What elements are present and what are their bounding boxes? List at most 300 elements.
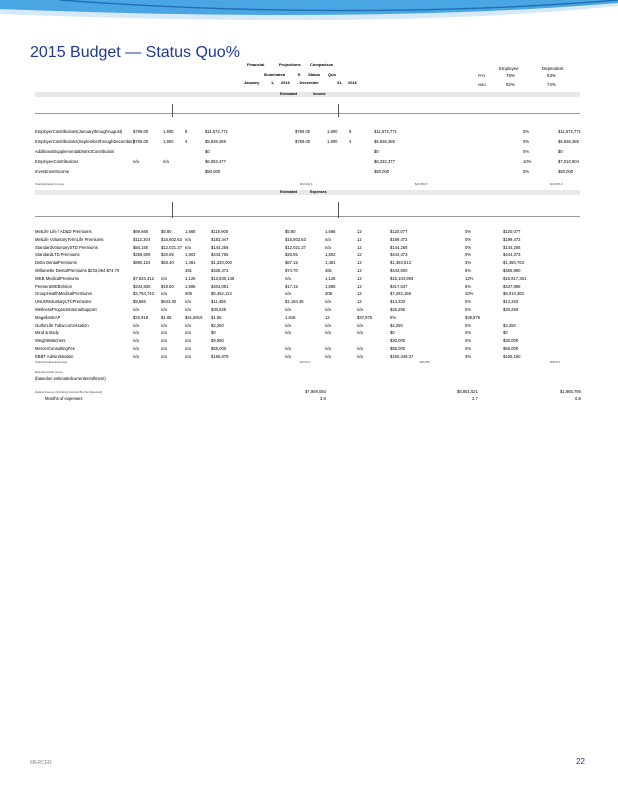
expense-cell: $69,666 (133, 229, 149, 234)
hmo-dependent-pct: 74% (547, 82, 556, 87)
header-projections: Projections (279, 62, 301, 67)
header-quo: Quo (328, 72, 336, 77)
income-cell-c8: $11,672,771 (374, 129, 397, 134)
expense-cell: 0% (465, 244, 472, 250)
expense-cell: n/a (185, 244, 191, 250)
months-value-1: 3.8 (320, 396, 326, 401)
income-cell-c4: $11,672,771 (205, 129, 228, 134)
header-comparison: Comparison (310, 62, 334, 67)
expense-cell: $443,600 (390, 268, 408, 273)
expense-cell: $2,250 (390, 322, 403, 328)
reserve-label: Ending Reserve (Including Incurred But Not Reported) (35, 390, 103, 394)
income-cell-c10: $0 (558, 149, 563, 154)
income-cell-c3: 8 (185, 129, 188, 134)
page-number: 22 (576, 757, 585, 766)
expense-cell: $13,830,148 (211, 275, 235, 281)
gain-loss-label: Estimated Gain (Loss) (35, 370, 63, 374)
expense-cell: $20.55 (161, 252, 174, 258)
expense-cell: n/a (357, 322, 363, 328)
expense-cell: 1,696 (185, 283, 196, 289)
expense-cell: 0% (465, 299, 472, 305)
expense-cell: n/a (325, 322, 331, 328)
expense-cell: $37,976 (357, 314, 373, 320)
expense-cell: n/a (325, 236, 331, 242)
expense-cell: n/a (161, 330, 167, 336)
expense-row-label: Willamette DentalPremiums $233,064 $74.70 (35, 268, 120, 273)
expense-cell: 12 (357, 260, 362, 266)
expense-cell: n/a (325, 330, 331, 336)
expense-row-label: Delta DentalPremiums (35, 260, 77, 266)
income-cell-c10: $50,000 (558, 169, 574, 174)
expense-cell: $5.80 (161, 229, 172, 234)
ppo-label: PPO (478, 74, 486, 78)
header-day1: 1, (271, 80, 275, 85)
hmo-label: HMO (478, 83, 486, 87)
expense-row (35, 291, 580, 297)
expense-row (35, 338, 580, 344)
expense-cell: $26,250 (503, 307, 519, 312)
income-cell-c2: n/a (163, 159, 169, 164)
income-cell-c9: 0% (523, 129, 530, 134)
expense-cell: $16,917,361 (503, 275, 527, 281)
income-cell-c4: $5,836,385 (205, 139, 226, 144)
header-status: Status (308, 72, 321, 77)
expense-row-label: StandardLTD Premiums (35, 252, 80, 258)
months-value-2: 2.7 (472, 396, 478, 401)
expense-cell: $11,456 (211, 299, 226, 305)
header-december: - December (297, 80, 319, 85)
expense-cell: $444,373 (390, 252, 408, 258)
expenses-total-label: Total Estimated Expenses (35, 360, 68, 364)
expense-row-label: PremeraWEBVision (35, 283, 72, 289)
income-cell-c6: 1,900 (327, 139, 338, 144)
months-value-3: 0.8 (575, 396, 581, 401)
income-cell-c2: 1,900 (163, 139, 174, 144)
expense-cell: $39,875 (465, 314, 481, 320)
expense-cell: n/a (285, 346, 291, 351)
expense-row (35, 245, 580, 251)
expense-cell: $16,602.63 (285, 236, 306, 242)
income-cell-c9: 10% (523, 159, 532, 164)
income-cell-c5: $769.00 (295, 129, 311, 134)
income-cell-c1: $769.00 (133, 129, 149, 134)
income-cell-c8: $0 (374, 149, 379, 154)
expense-row (35, 268, 580, 274)
income-cell-c10: $7,010,904 (558, 159, 579, 164)
expense-cell: n/a (285, 353, 291, 359)
expense-cell: 12 (357, 229, 362, 234)
expense-cell: $890,124 (133, 260, 151, 266)
reserve-value-3: $1,865,790 (560, 389, 581, 394)
expense-cell: n/a (357, 346, 363, 351)
expense-cell: 12 (357, 299, 362, 305)
expense-cell: n/a (161, 338, 167, 344)
expense-cell: 0% (465, 307, 472, 312)
expense-cell: $30,000 (390, 338, 406, 344)
ppo-employee-pct: 75% (506, 73, 515, 78)
expense-cell: n/a (185, 322, 191, 328)
expenses-band (35, 190, 580, 195)
expenses-band-right: Expenses (310, 190, 327, 194)
expense-row-label: MercerConsultingFee (35, 346, 76, 351)
income-row (35, 159, 580, 165)
income-row-label: EmployerContributions(JanuarythroughAugust) (35, 129, 123, 134)
expense-cell: n/a (325, 353, 331, 359)
expense-row-label: WEB MedicalPremiums (35, 275, 79, 281)
income-cell-c4: $50,000 (205, 169, 221, 174)
income-divider-2 (338, 104, 339, 117)
expense-cell: n/a (185, 330, 191, 336)
expense-cell: $259,609 (133, 252, 151, 258)
expense-cell: n/a (133, 338, 139, 344)
expense-cell: $63.40 (161, 260, 174, 266)
top-banner-swoosh (0, 0, 618, 28)
expense-cell: $404,091 (211, 283, 229, 289)
header-year1: 2016 (281, 80, 290, 85)
income-cell-c1: $769.00 (133, 139, 149, 144)
expense-cell: $0 (390, 330, 395, 336)
income-header-rule (35, 113, 580, 114)
reserve-row (35, 389, 580, 395)
mercer-logo: MERCER (30, 760, 52, 766)
basis-note-row (35, 376, 580, 382)
expense-cell: $12,021.37 (285, 244, 306, 250)
expense-row (35, 237, 580, 243)
expense-cell: 5% (390, 314, 397, 320)
expense-cell: n/a (285, 275, 291, 281)
income-total-1: $23,642,6 (300, 182, 313, 186)
expense-cell: $144,256 (503, 244, 521, 250)
expense-cell: $2,250 (503, 322, 516, 328)
expenses-band-left: Estimated (280, 190, 298, 194)
income-cell-c5: $769.00 (295, 139, 311, 144)
income-cell-c10: $11,672,771 (558, 129, 581, 134)
expense-cell: n/a (357, 330, 363, 336)
income-cell-c10: $5,836,385 (558, 139, 579, 144)
months-label: Months of expenses (45, 396, 83, 401)
expense-cell: $15,104,993 (390, 275, 414, 281)
expense-cell: $55,000 (390, 346, 406, 351)
expense-cell: 1,126 (185, 275, 196, 281)
expense-cell: 1,126 (325, 275, 336, 281)
expense-cell: 12 (357, 268, 362, 273)
expense-cell: n/a (161, 275, 167, 281)
expense-cell: $41,8815 (185, 314, 203, 320)
expense-row (35, 315, 580, 321)
expense-cell: $9,666 (133, 299, 146, 305)
expense-cell: n/a (325, 244, 331, 250)
income-row-label: InvestmentIncome (35, 169, 70, 174)
income-row (35, 129, 580, 135)
expense-cell: $1.65 (161, 314, 172, 320)
income-cell-c9: 0% (523, 169, 530, 174)
expense-cell: n/a (161, 291, 167, 297)
income-row (35, 169, 580, 175)
expense-row (35, 346, 580, 352)
expense-cell: $3,794,743 (133, 291, 154, 297)
expense-cell: 12 (357, 275, 362, 281)
expense-cell: $2,250 (211, 322, 224, 328)
expense-cell: 0% (465, 236, 472, 242)
expense-cell: $20.55 (285, 252, 298, 258)
reserve-value-2: $5,851,521 (457, 389, 478, 394)
income-cell-c6: 1,900 (327, 129, 338, 134)
income-row-label: EmployerContributions(SeptemberthroughDecember) (35, 139, 135, 144)
expense-cell: 3% (465, 353, 472, 359)
expense-cell: $119,900 (211, 229, 229, 234)
expenses-total-1: $23,571 (300, 360, 311, 364)
expense-cell: 1,818 (285, 314, 296, 320)
expense-cell: n/a (357, 353, 363, 359)
expenses-total-3: $28,571 (550, 360, 561, 364)
employee-label: Employee (499, 66, 519, 71)
expense-row (35, 229, 580, 235)
expense-cell: $7,633,412 (133, 275, 154, 281)
expense-cell: 0% (465, 252, 472, 258)
expense-cell: $437,899 (503, 283, 521, 289)
expense-cell: $120,077 (503, 229, 521, 234)
income-band-left: Estimated (280, 92, 298, 96)
expense-row (35, 323, 580, 329)
page-title: 2015 Budget — Status Quo% (30, 44, 240, 61)
expense-cell: n/a (325, 307, 331, 312)
expense-cell: 12 (357, 236, 362, 242)
expense-row-label: MetLife VoluntaryTermLife Premiums (35, 236, 104, 242)
expense-cell: n/a (285, 322, 291, 328)
income-cell-c9: 0% (523, 139, 530, 144)
expense-cell: 0% (465, 346, 472, 351)
expense-cell: n/a (285, 291, 291, 297)
income-row-label: AdditionalSupplementalDistrictContribution (35, 149, 115, 154)
expense-cell: $199,472 (503, 236, 521, 242)
expense-cell: n/a (133, 322, 139, 328)
expense-cell: 1,666 (325, 229, 336, 234)
expense-cell: n/a (285, 330, 291, 336)
expense-cell: n/a (185, 338, 191, 344)
income-row-label: EmployeeContributions (35, 159, 79, 164)
expense-cell: $1,363,613 (390, 260, 411, 266)
expense-cell: 0% (465, 322, 472, 328)
expense-row-label: GroupHealthMedicalPremiums (35, 291, 93, 297)
expense-cell: $0 (503, 330, 508, 336)
expense-cell: n/a (185, 299, 191, 305)
expense-cell: $160,349.37 (390, 353, 414, 359)
expense-cell: 1,481 (325, 260, 336, 266)
expense-cell: $199,472 (390, 236, 408, 242)
expense-cell: 481 (325, 268, 332, 273)
expense-cell: n/a (185, 307, 191, 312)
income-total-label: Total Estimated Income (35, 182, 65, 186)
hmo-employee-pct: 82% (506, 82, 515, 87)
expense-cell: n/a (133, 353, 139, 359)
expense-cell: n/a (161, 307, 167, 312)
income-total-3: $24,570,0 (550, 182, 563, 186)
expense-cell: $67.15 (285, 260, 298, 266)
expense-row (35, 284, 580, 290)
expense-cell: $26,250 (390, 307, 406, 312)
expense-cell: 1,802 (185, 252, 196, 258)
reserve-value-1: $7,909,094 (305, 389, 326, 394)
expense-row (35, 330, 580, 336)
expense-row-label: OutforLife TobaccoCessation (35, 322, 89, 328)
expense-cell: $444,373 (503, 252, 521, 258)
expense-cell: n/a (161, 346, 167, 351)
expense-cell: $436,473 (211, 268, 229, 273)
expense-cell: $1.65 (211, 314, 222, 320)
expense-cell: $16,602.63 (161, 236, 182, 242)
income-total-2: $23,891,5 (415, 182, 428, 186)
expense-cell: n/a (161, 322, 167, 328)
income-cell-c7: 4 (349, 139, 352, 144)
expenses-divider-2 (338, 202, 339, 218)
income-cell-c8: $5,836,385 (374, 139, 395, 144)
expense-cell: $30,000 (503, 338, 519, 344)
expense-cell: 12 (357, 291, 362, 297)
expense-cell: n/a (185, 236, 191, 242)
expense-cell: n/a (325, 299, 331, 305)
expense-cell: 0% (465, 330, 472, 336)
income-cell-c1: n/a (133, 159, 139, 164)
expense-cell: 5% (465, 283, 472, 289)
expense-cell: $8,010,383 (503, 291, 524, 297)
expense-cell: 309 (325, 291, 332, 297)
expense-row (35, 252, 580, 258)
expense-cell: $14,333 (503, 299, 519, 305)
expense-cell: $633.30 (161, 299, 177, 305)
income-cell-c7: 8 (349, 129, 352, 134)
header-january: January (244, 80, 260, 85)
expense-cell: 0% (465, 338, 472, 344)
expense-cell: $443,765 (211, 252, 229, 258)
expense-cell: 12% (465, 275, 474, 281)
expense-cell: 12 (325, 314, 330, 320)
header-financial: Financial (247, 62, 265, 67)
expense-cell: $234,830 (133, 283, 151, 289)
expense-cell: 1,802 (325, 252, 336, 258)
expenses-header-rule (35, 216, 580, 217)
income-divider-1 (172, 104, 173, 117)
income-cell-c4: $6,083,477 (205, 159, 226, 164)
income-cell-c4: $0 (205, 149, 210, 154)
expense-cell: $9,650 (211, 338, 224, 344)
expense-cell: $417,047 (390, 283, 408, 289)
expense-cell: 10% (465, 291, 474, 297)
expense-row-label: WeightWatchers (35, 338, 66, 344)
expense-cell: $6,452,113 (211, 291, 232, 297)
expense-row (35, 354, 580, 360)
expense-cell: 1,666 (185, 229, 196, 234)
income-row (35, 139, 580, 145)
expense-cell: n/a (133, 330, 139, 336)
header-illuminated: Illuminated (264, 72, 286, 77)
expense-cell: 12 (357, 244, 362, 250)
expense-cell: $19.60 (161, 283, 174, 289)
expense-cell: 1,696 (325, 283, 336, 289)
expense-cell: n/a (185, 353, 191, 359)
expense-cell: 481 (185, 268, 192, 273)
expense-cell: $22,919 (133, 314, 149, 320)
income-cell-c8: $6,332,377 (374, 159, 395, 164)
expense-cell: $12,021.37 (161, 244, 182, 250)
expenses-divider-1 (172, 202, 173, 218)
expense-cell: $30,625 (211, 307, 227, 312)
expense-cell: $5.80 (285, 229, 296, 234)
expense-cell: n/a (185, 346, 191, 351)
expense-row (35, 307, 580, 313)
expense-cell: $165,160 (503, 353, 521, 359)
expense-cell: $465,990 (503, 268, 521, 273)
expense-cell: $14,333 (390, 299, 406, 305)
expense-cell: $120,077 (390, 229, 408, 234)
expense-row-label: StandardVoluntarySTD Premiums (35, 244, 98, 250)
expense-cell: 5% (465, 268, 472, 273)
expense-cell: n/a (357, 307, 363, 312)
expense-row-label: UNUMVoluntaryLTCPremiums (35, 299, 92, 305)
income-band (35, 92, 580, 97)
expense-cell: n/a (285, 307, 291, 312)
income-cell-c9: 0% (523, 149, 530, 154)
expense-cell: 12 (357, 252, 362, 258)
expense-cell: $1,480,763 (503, 260, 524, 266)
expense-row (35, 276, 580, 282)
expense-cell: $144,256 (390, 244, 408, 250)
expense-cell: 12 (357, 283, 362, 289)
expense-cell: n/a (325, 346, 331, 351)
expense-cell: $1,320,000 (211, 260, 232, 266)
expense-cell: $74.70 (285, 268, 298, 273)
ppo-dependent-pct: 63% (547, 73, 556, 78)
expense-row-label: WellnessProgramInternalSupport (35, 307, 97, 312)
expense-cell: n/a (133, 307, 139, 312)
header-year2: 2016 (348, 80, 357, 85)
dependent-label: Dependent (542, 66, 564, 71)
income-cell-c2: 1,900 (163, 129, 174, 134)
expense-cell: $183,447 (211, 236, 229, 242)
expense-row (35, 299, 580, 305)
expense-cell: 3% (465, 260, 472, 266)
expense-cell: n/a (133, 346, 139, 351)
expense-cell: $0 (211, 330, 216, 336)
header-e: E (298, 72, 301, 77)
expense-cell: n/a (161, 353, 167, 359)
expense-row-label: MetLife Life / AD&D Premiums (35, 229, 92, 234)
expense-row (35, 260, 580, 266)
expense-cell: $55,000 (503, 346, 519, 351)
expense-cell: 309 (185, 291, 192, 297)
income-cell-c8: $50,000 (374, 169, 390, 174)
income-band-right: Income (313, 92, 326, 96)
expense-row-label: EBBT Administration (35, 353, 74, 359)
expense-cell: 1,481 (185, 260, 196, 266)
expense-cell: 0% (465, 229, 472, 234)
expense-row-label: Mind & Body (35, 330, 59, 336)
months-row (35, 396, 580, 402)
income-cell-c3: 4 (185, 139, 188, 144)
header-day2: 31, (337, 80, 343, 85)
income-row (35, 149, 580, 155)
expense-cell: $55,000 (211, 346, 227, 351)
expenses-total-2: $25,851 (420, 360, 431, 364)
expense-cell: $112,304 (133, 236, 151, 242)
expense-cell: $155,679 (211, 353, 229, 359)
expense-cell: $144,256 (211, 244, 229, 250)
expense-cell: $7,282,166 (390, 291, 411, 297)
expense-cell: $1,194.36 (285, 299, 304, 305)
expense-cell: $17.15 (285, 283, 298, 289)
basis-note: (basedon estimatedcurrentenrollment) (35, 376, 106, 381)
expense-cell: $84,150 (133, 244, 149, 250)
expense-row-label: MagellanEAP (35, 314, 61, 320)
